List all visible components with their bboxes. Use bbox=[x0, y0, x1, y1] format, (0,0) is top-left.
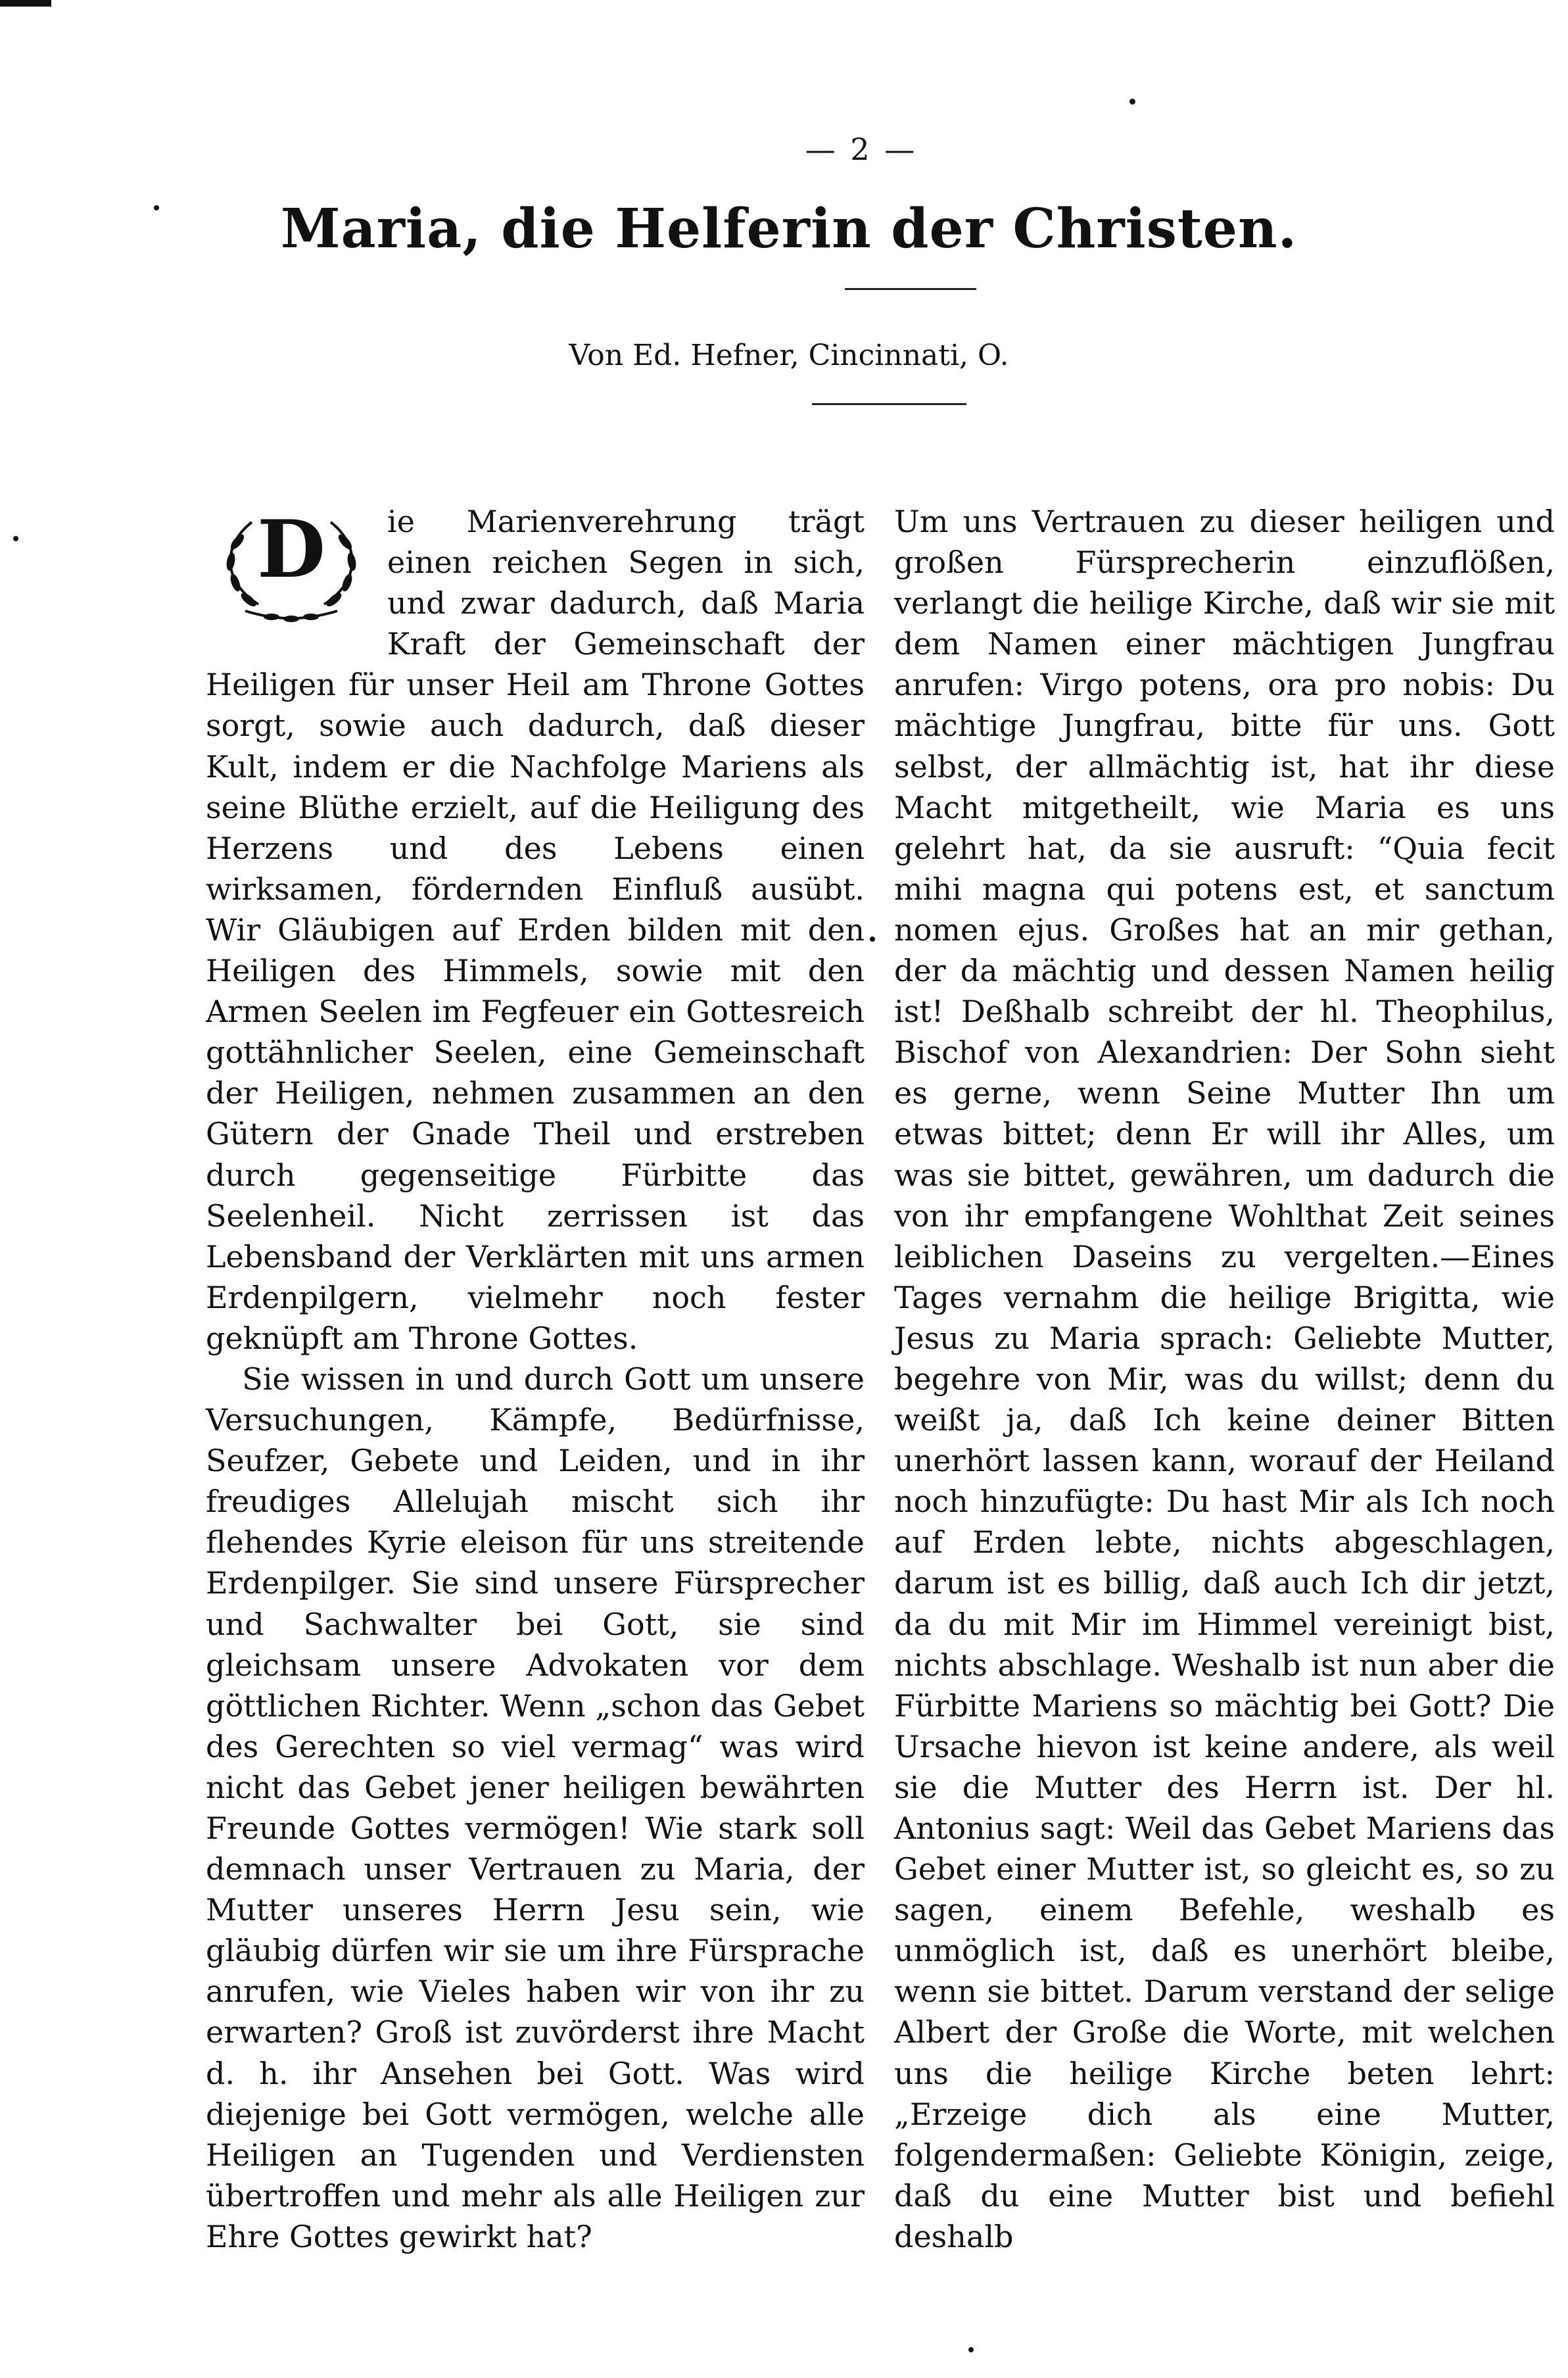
scan-corner-mark bbox=[0, 0, 51, 7]
print-speck bbox=[13, 536, 18, 541]
byline-rule bbox=[812, 403, 966, 405]
dropcap-ornament bbox=[206, 496, 377, 624]
paragraph bbox=[206, 1359, 865, 2257]
article-title: Maria, die Helferin der Christen. bbox=[280, 197, 1298, 260]
latin-phrase: Virgo potens, ora pro nobis: bbox=[1040, 667, 1496, 703]
right-column bbox=[894, 501, 1555, 2257]
paragraph-text: Großes hat an mir gethan, der da mächtig und dessen Namen heilig ist! Deßhalb schreibt der hl. Theophilus, Bischof von Alexandrien: Der Sohn sieht es gerne, wenn Seine Mutter Ihn um etwas bittet; denn Er will ihr Alles, um was sie bittet, gewähren, um dadurch die von ihr empfangene Wohlthat Zeit seines leiblichen Daseins zu vergelten.—Eines Tages vernahm die heilige Brigitta, wie Jesus zu Maria sprach: Geliebte Mutter, begehre von Mir, was du willst; denn du weißt ja, daß Ich keine deiner Bitten unerhört lassen kann, worauf der Heiland noch hinzufügte: Du hast Mir als Ich noch auf Erden lebte, nichts abgeschlagen, darum ist es billig, daß auch Ich dir jetzt, da du mit Mir im Himmel vereinigt bist, nichts abschlage. Weshalb ist nun aber die Fürbitte Mariens so mächtig bei Gott? Die Ursache hievon ist keine andere, als weil sie die Mutter des Herrn ist. Der hl. Antonius sagt: Weil das Gebet Mariens das Gebet einer Mutter ist, so gleicht es, so zu sagen, einem Befehle, weshalb es unmöglich ist, daß es unerhört bleibe, wenn sie bittet. Darum verstand der selige Albert der Große die Worte, mit welchen uns die heilige Kirche beten lehrt: „Erzeige dich als eine Mutter, folgendermaßen: Geliebte Königin, zeige, daß du eine Mutter bist und befiehl deshalb bbox=[894, 911, 1555, 2254]
print-speck bbox=[154, 205, 159, 210]
paragraph-text: Sie wissen in und durch Gott um unsere Versuchungen, Kämpfe, Bedürfnisse, Seufzer, Gebete und Leiden, und in ihr freudiges Allelujah mischt sich ihr flehendes bbox=[206, 1361, 865, 1561]
latin-phrase: “Quia fecit mihi magna qui potens est, et sanctum nomen ejus. bbox=[894, 830, 1555, 948]
paragraph-text: Du mächtige Jungfrau, bitte für uns. Gott selbst, der allmächtig ist, hat ihr diese Macht mitgetheilt, wie Maria es uns gelehrt hat, da sie ausruft: bbox=[894, 667, 1555, 866]
latin-phrase: Kyrie eleison bbox=[367, 1524, 569, 1561]
paragraph bbox=[206, 501, 865, 1359]
print-speck bbox=[1129, 99, 1135, 105]
paragraph-text: ie Marienverehrung trägt einen reichen Segen in sich, und zwar dadurch, daß Maria Kraft der Gemeinschaft der Heiligen für unser Heil am Throne Gottes sorgt, sowie auch dadurch, daß dieser Kult, indem er die Nachfolge Mariens als seine Blüthe erzielt, auf die Heiligung des Herzens und des Lebens einen wirksamen, fördernden Einfluß ausübt. Wir Gläubigen auf Erden bilden mit den Heiligen des Himmels, sowie mit den Armen Seelen im Fegfeuer ein Gottesreich gottähnlicher Seelen, eine Gemeinschaft der Heiligen, nehmen zusammen an den Gütern der Gnade Theil und erstreben durch gegenseitige Fürbitte das Seelenheil. Nicht zerrissen ist das Lebensband der Verklärten mit uns armen Erdenpilgern, vielmehr noch fester geknüpft am Throne Gottes. bbox=[206, 504, 865, 1356]
byline: Von Ed. Hefner, Cincinnati, O. bbox=[569, 339, 1009, 372]
print-speck bbox=[968, 2347, 974, 2352]
paragraph-text: für uns streitende Erdenpilger. Sie sind unsere Fürsprecher und Sachwalter bei Gott, sie sind gleichsam unsere Advokaten vor dem göttlichen Richter. Wenn „schon das Gebet des Gerechten so viel vermag“ was wird nicht das Gebet jener heiligen bewährten Freunde Gottes vermögen! Wie stark soll demnach unser Vertrauen zu Maria, der Mutter unseres Herrn Jesu sein, wie gläubig dürfen wir sie um ihre Fürsprache anrufen, wie Vieles haben wir von ihr zu erwarten? Groß ist zuvörderst ihre Macht d. h. ihr Ansehen bei Gott. Was wird diejenige bei Gott vermögen, welche alle Heiligen an Tugenden und Verdiensten übertroffen und mehr als alle Heiligen zur Ehre Gottes gewirkt hat? bbox=[206, 1524, 865, 2254]
print-speck bbox=[870, 936, 875, 942]
left-column bbox=[206, 501, 865, 2257]
paragraph-text: Um uns Vertrauen zu dieser heiligen und großen Fürsprecherin einzuflößen, verlangt die heilige Kirche, daß wir sie mit dem Namen einer mächtigen Jungfrau anrufen: bbox=[894, 504, 1555, 703]
page-number: — 2 — bbox=[805, 132, 918, 167]
dropcap-letter: D bbox=[256, 503, 326, 596]
paragraph bbox=[894, 501, 1555, 2257]
title-rule bbox=[845, 288, 976, 290]
